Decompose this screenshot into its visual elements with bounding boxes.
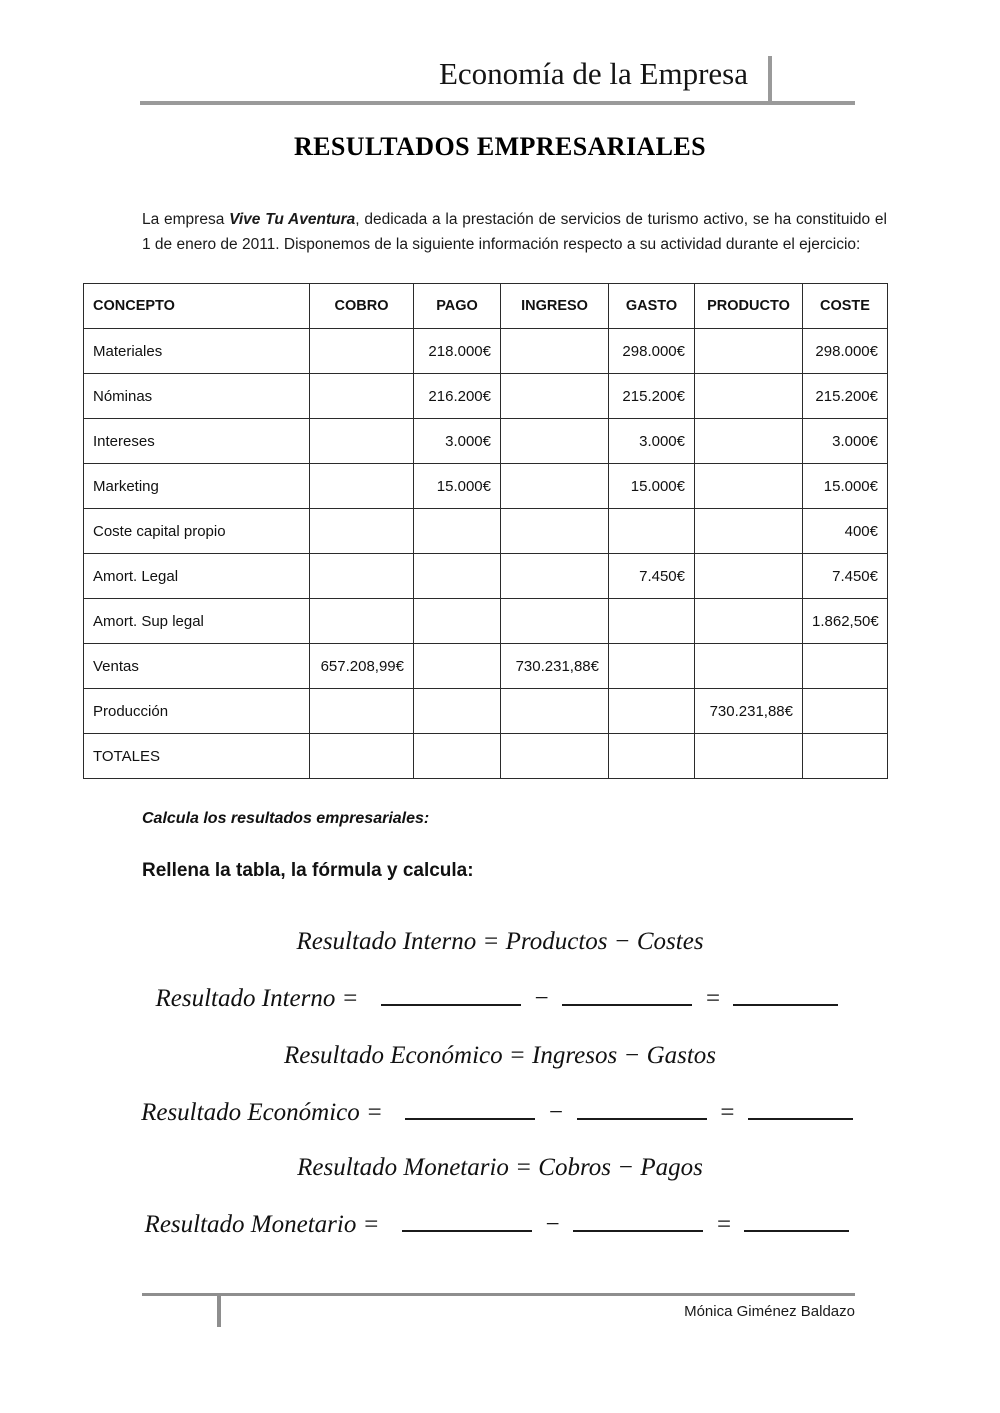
cell-gasto: [609, 644, 695, 689]
cell-coste: 3.000€: [803, 419, 888, 464]
table-row: [84, 644, 888, 689]
cell-pago: [414, 599, 501, 644]
cell-concepto: Ventas: [84, 644, 310, 689]
cell-ingreso: [501, 329, 609, 374]
instruction-calcula: Calcula los resultados empresariales:: [142, 810, 430, 827]
formula-blank-field-3[interactable]: [733, 984, 838, 1006]
cell-producto: [695, 464, 803, 509]
cell-gasto: [609, 734, 695, 779]
column-header-ingreso: INGRESO: [501, 284, 609, 329]
table-row: [84, 329, 888, 374]
column-header-gasto: GASTO: [609, 284, 695, 329]
formula-label-economico: Resultado Económico =: [141, 1099, 383, 1126]
formula-label-interno: Resultado Interno =: [155, 985, 359, 1012]
formula-label-monetario: Resultado Monetario =: [144, 1211, 380, 1238]
cell-ingreso: [501, 734, 609, 779]
cell-ingreso: [501, 689, 609, 734]
cell-ingreso: [501, 374, 609, 419]
cell-pago: 216.200€: [414, 374, 501, 419]
cell-coste: [803, 689, 888, 734]
column-header-cobro: COBRO: [310, 284, 414, 329]
formula-definition-interno: Resultado Interno = Productos − Costes: [296, 928, 704, 955]
cell-gasto: 7.450€: [609, 554, 695, 599]
header-vertical-bar: [768, 56, 772, 104]
cell-ingreso: 730.231,88€: [501, 644, 609, 689]
cell-cobro: 657.208,99€: [310, 644, 414, 689]
document-header: [0, 0, 1000, 112]
cell-gasto: 215.200€: [609, 374, 695, 419]
cell-pago: [414, 644, 501, 689]
table-row: [84, 599, 888, 644]
formula-minus-3: −: [543, 1211, 561, 1238]
column-header-coste: COSTE: [803, 284, 888, 329]
table-body: [84, 329, 888, 779]
cell-gasto: 15.000€: [609, 464, 695, 509]
cell-ingreso: [501, 419, 609, 464]
formula-minus-1: −: [532, 985, 550, 1012]
cell-coste: [803, 734, 888, 779]
cell-ingreso: [501, 509, 609, 554]
cell-ingreso: [501, 554, 609, 599]
intro-paragraph: [142, 207, 887, 258]
cell-concepto: TOTALES: [84, 734, 310, 779]
cell-producto: [695, 509, 803, 554]
cell-cobro: [310, 689, 414, 734]
cell-pago: 15.000€: [414, 464, 501, 509]
table-row: [84, 554, 888, 599]
cell-cobro: [310, 464, 414, 509]
cell-cobro: [310, 509, 414, 554]
formula-definition-monetario: Resultado Monetario = Cobros − Pagos: [297, 1154, 703, 1181]
cell-coste: 298.000€: [803, 329, 888, 374]
company-name: Vive Tu Aventura: [229, 210, 356, 228]
cell-gasto: [609, 599, 695, 644]
cell-coste: 215.200€: [803, 374, 888, 419]
column-header-concepto: CONCEPTO: [84, 284, 310, 329]
cell-producto: [695, 734, 803, 779]
cell-pago: [414, 554, 501, 599]
cell-concepto: Coste capital propio: [84, 509, 310, 554]
cell-coste: 15.000€: [803, 464, 888, 509]
cell-producto: [695, 419, 803, 464]
cell-coste: 1.862,50€: [803, 599, 888, 644]
instruction-rellena: Rellena la tabla, la fórmula y calcula:: [142, 860, 474, 881]
course-title: Economía de la Empresa: [438, 56, 748, 91]
formula-blank-economico: [0, 1098, 1000, 1127]
formula-blank-field-5[interactable]: [577, 1098, 707, 1120]
cell-cobro: [310, 374, 414, 419]
table-row: [84, 689, 888, 734]
cell-concepto: Nóminas: [84, 374, 310, 419]
cell-ingreso: [501, 464, 609, 509]
cell-producto: [695, 554, 803, 599]
cell-coste: [803, 644, 888, 689]
cell-cobro: [310, 329, 414, 374]
cell-gasto: [609, 689, 695, 734]
formula-blank-field-2[interactable]: [562, 984, 692, 1006]
cell-producto: 730.231,88€: [695, 689, 803, 734]
cell-concepto: Amort. Legal: [84, 554, 310, 599]
cell-ingreso: [501, 599, 609, 644]
table-row: [84, 464, 888, 509]
cell-producto: [695, 329, 803, 374]
footer-horizontal-rule: [142, 1293, 855, 1296]
cell-cobro: [310, 554, 414, 599]
formula-blank-field-7[interactable]: [402, 1210, 532, 1232]
cell-concepto: Amort. Sup legal: [84, 599, 310, 644]
cell-gasto: 3.000€: [609, 419, 695, 464]
intro-text-after: , dedicada a la prestación de servicios de turismo activo, se ha constituido el 1 de enero de 2011. Disponemos de la siguiente información respecto a su actividad durante el ejercicio:: [142, 210, 887, 253]
table-header-row: [84, 284, 888, 329]
formula-equals-2: =: [718, 1099, 736, 1126]
cell-cobro: [310, 419, 414, 464]
cell-producto: [695, 374, 803, 419]
table-row: [84, 419, 888, 464]
cell-cobro: [310, 599, 414, 644]
cell-pago: 218.000€: [414, 329, 501, 374]
cell-concepto: Intereses: [84, 419, 310, 464]
results-table: [83, 283, 888, 779]
formula-equals-3: =: [715, 1211, 733, 1238]
cell-gasto: [609, 509, 695, 554]
cell-coste: 7.450€: [803, 554, 888, 599]
footer-author: Mónica Giménez Baldazo: [684, 1303, 855, 1320]
table-row: [84, 734, 888, 779]
formula-blank-field-8[interactable]: [573, 1210, 703, 1232]
cell-cobro: [310, 734, 414, 779]
table-row: [84, 509, 888, 554]
column-header-producto: PRODUCTO: [695, 284, 803, 329]
cell-coste: 400€: [803, 509, 888, 554]
cell-producto: [695, 644, 803, 689]
formula-definition-economico: Resultado Económico = Ingresos − Gastos: [283, 1042, 717, 1069]
table-row: [84, 374, 888, 419]
formula-blank-interno: [0, 984, 1000, 1013]
formula-minus-2: −: [547, 1099, 565, 1126]
cell-concepto: Materiales: [84, 329, 310, 374]
header-horizontal-rule: [140, 101, 855, 105]
formula-blank-field-9[interactable]: [744, 1210, 849, 1232]
cell-pago: [414, 734, 501, 779]
document-footer: [0, 1285, 1000, 1365]
cell-concepto: Producción: [84, 689, 310, 734]
page-title: RESULTADOS EMPRESARIALES: [294, 132, 706, 161]
cell-pago: 3.000€: [414, 419, 501, 464]
cell-gasto: 298.000€: [609, 329, 695, 374]
column-header-pago: PAGO: [414, 284, 501, 329]
cell-pago: [414, 509, 501, 554]
formula-blank-field-6[interactable]: [748, 1098, 853, 1120]
formula-blank-monetario: [0, 1210, 1000, 1239]
intro-text-before: La empresa: [142, 210, 230, 228]
formula-blank-field-1[interactable]: [381, 984, 521, 1006]
cell-concepto: Marketing: [84, 464, 310, 509]
cell-producto: [695, 599, 803, 644]
formula-equals-1: =: [704, 985, 722, 1012]
cell-pago: [414, 689, 501, 734]
formula-blank-field-4[interactable]: [405, 1098, 535, 1120]
